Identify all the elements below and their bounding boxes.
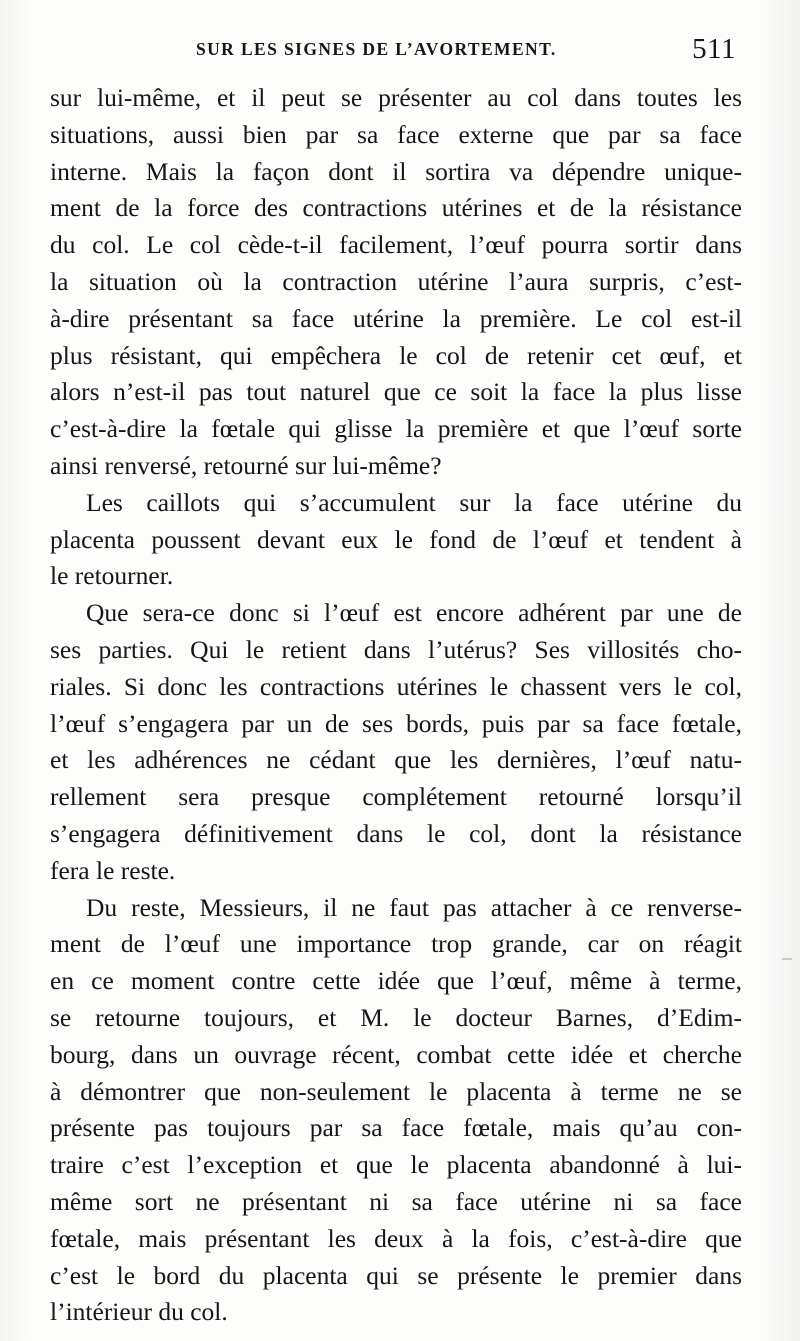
text-line: du col. Le col cède-t-il facilement, l’œuf pourra sortir dans [50,230,742,260]
text-line: placenta poussent devant eux le fond de l’œuf et tendent à [50,524,742,554]
text-line: sur lui-même, et il peut se présenter au col dans toutes les [50,83,742,112]
text-line: l’œuf s’engagera par un de ses bords, puis par sa face fœtale, [50,708,742,738]
text-line: le retourner. [50,561,174,591]
paragraph-4 [50,890,742,1332]
text-line: et les adhérences ne cédant que les dernières, l’œuf natu- [50,745,742,775]
text-line: Que sera-ce donc si l’œuf est encore adhérent par une de [86,598,742,628]
text-line: en ce moment contre cette idée que l’œuf, même à terme, [50,966,742,996]
text-line: bourg, dans un ouvrage récent, combat cette idée et cherche [50,1039,742,1069]
text-line: l’intérieur du col. [50,1297,228,1327]
text-line: alors n’est-il pas tout naturel que ce soit la face la plus lisse [50,377,742,407]
text-line: même sort ne présentant ni sa face utérine ni sa face [50,1186,742,1216]
page-number: 511 [692,33,736,65]
text-line: c’est-à-dire la fœtale qui glisse la première et que l’œuf sorte [50,414,742,444]
text-line: à-dire présentant sa face utérine la première. Le col est-il [50,303,742,333]
text-line: se retourne toujours, et M. le docteur Barnes, d’Edim- [50,1002,742,1032]
text-line: c’est le bord du placenta qui se présente le premier dans [50,1260,742,1290]
paragraph-2 [50,485,742,595]
text-line: la situation où la contraction utérine l’aura surpris, c’est- [50,266,742,296]
text-line: Les caillots qui s’accumulent sur la face utérine du [86,487,742,517]
text-line: fœtale, mais présentant les deux à la fois, c’est-à-dire que [50,1223,742,1253]
text-line: rellement sera presque complétement retourné lorsqu’il [50,782,742,812]
text-line: Du reste, Messieurs, il ne faut pas attacher à ce renverse- [86,892,742,922]
text-line: plus résistant, qui empêchera le col de retenir cet œuf, et [50,340,742,370]
text-line: fera le reste. [50,855,176,885]
text-line: riales. Si donc les contractions utérines le chassent vers le col, [50,671,742,701]
page-header [196,33,736,73]
text-line: situations, aussi bien par sa face externe que par sa face [50,119,742,149]
margin-mark [782,958,792,960]
text-line: s’engagera définitivement dans le col, dont la résistance [50,818,742,848]
text-line: ses parties. Qui le retient dans l’utérus? Ses villosités cho- [50,634,742,664]
text-line: ainsi renversé, retourné sur lui-même? [50,450,442,480]
text-line: présente pas toujours par sa face fœtale, mais qu’au con- [50,1113,742,1143]
paragraph-1 [50,80,742,485]
body-text [50,80,742,1331]
text-line: ment de la force des contractions utérines et de la résistance [50,193,742,223]
paragraph-3 [50,595,742,889]
text-line: traire c’est l’exception et que le placenta abandonné à lui- [50,1150,742,1180]
text-line: ment de l’œuf une importance trop grande, car on réagit [50,929,742,959]
running-head: SUR LES SIGNES DE L’AVORTEMENT. [196,39,557,59]
text-line: à démontrer que non-seulement le placenta à terme ne se [50,1076,742,1106]
text-line: interne. Mais la façon dont il sortira va dépendre unique- [50,156,742,186]
